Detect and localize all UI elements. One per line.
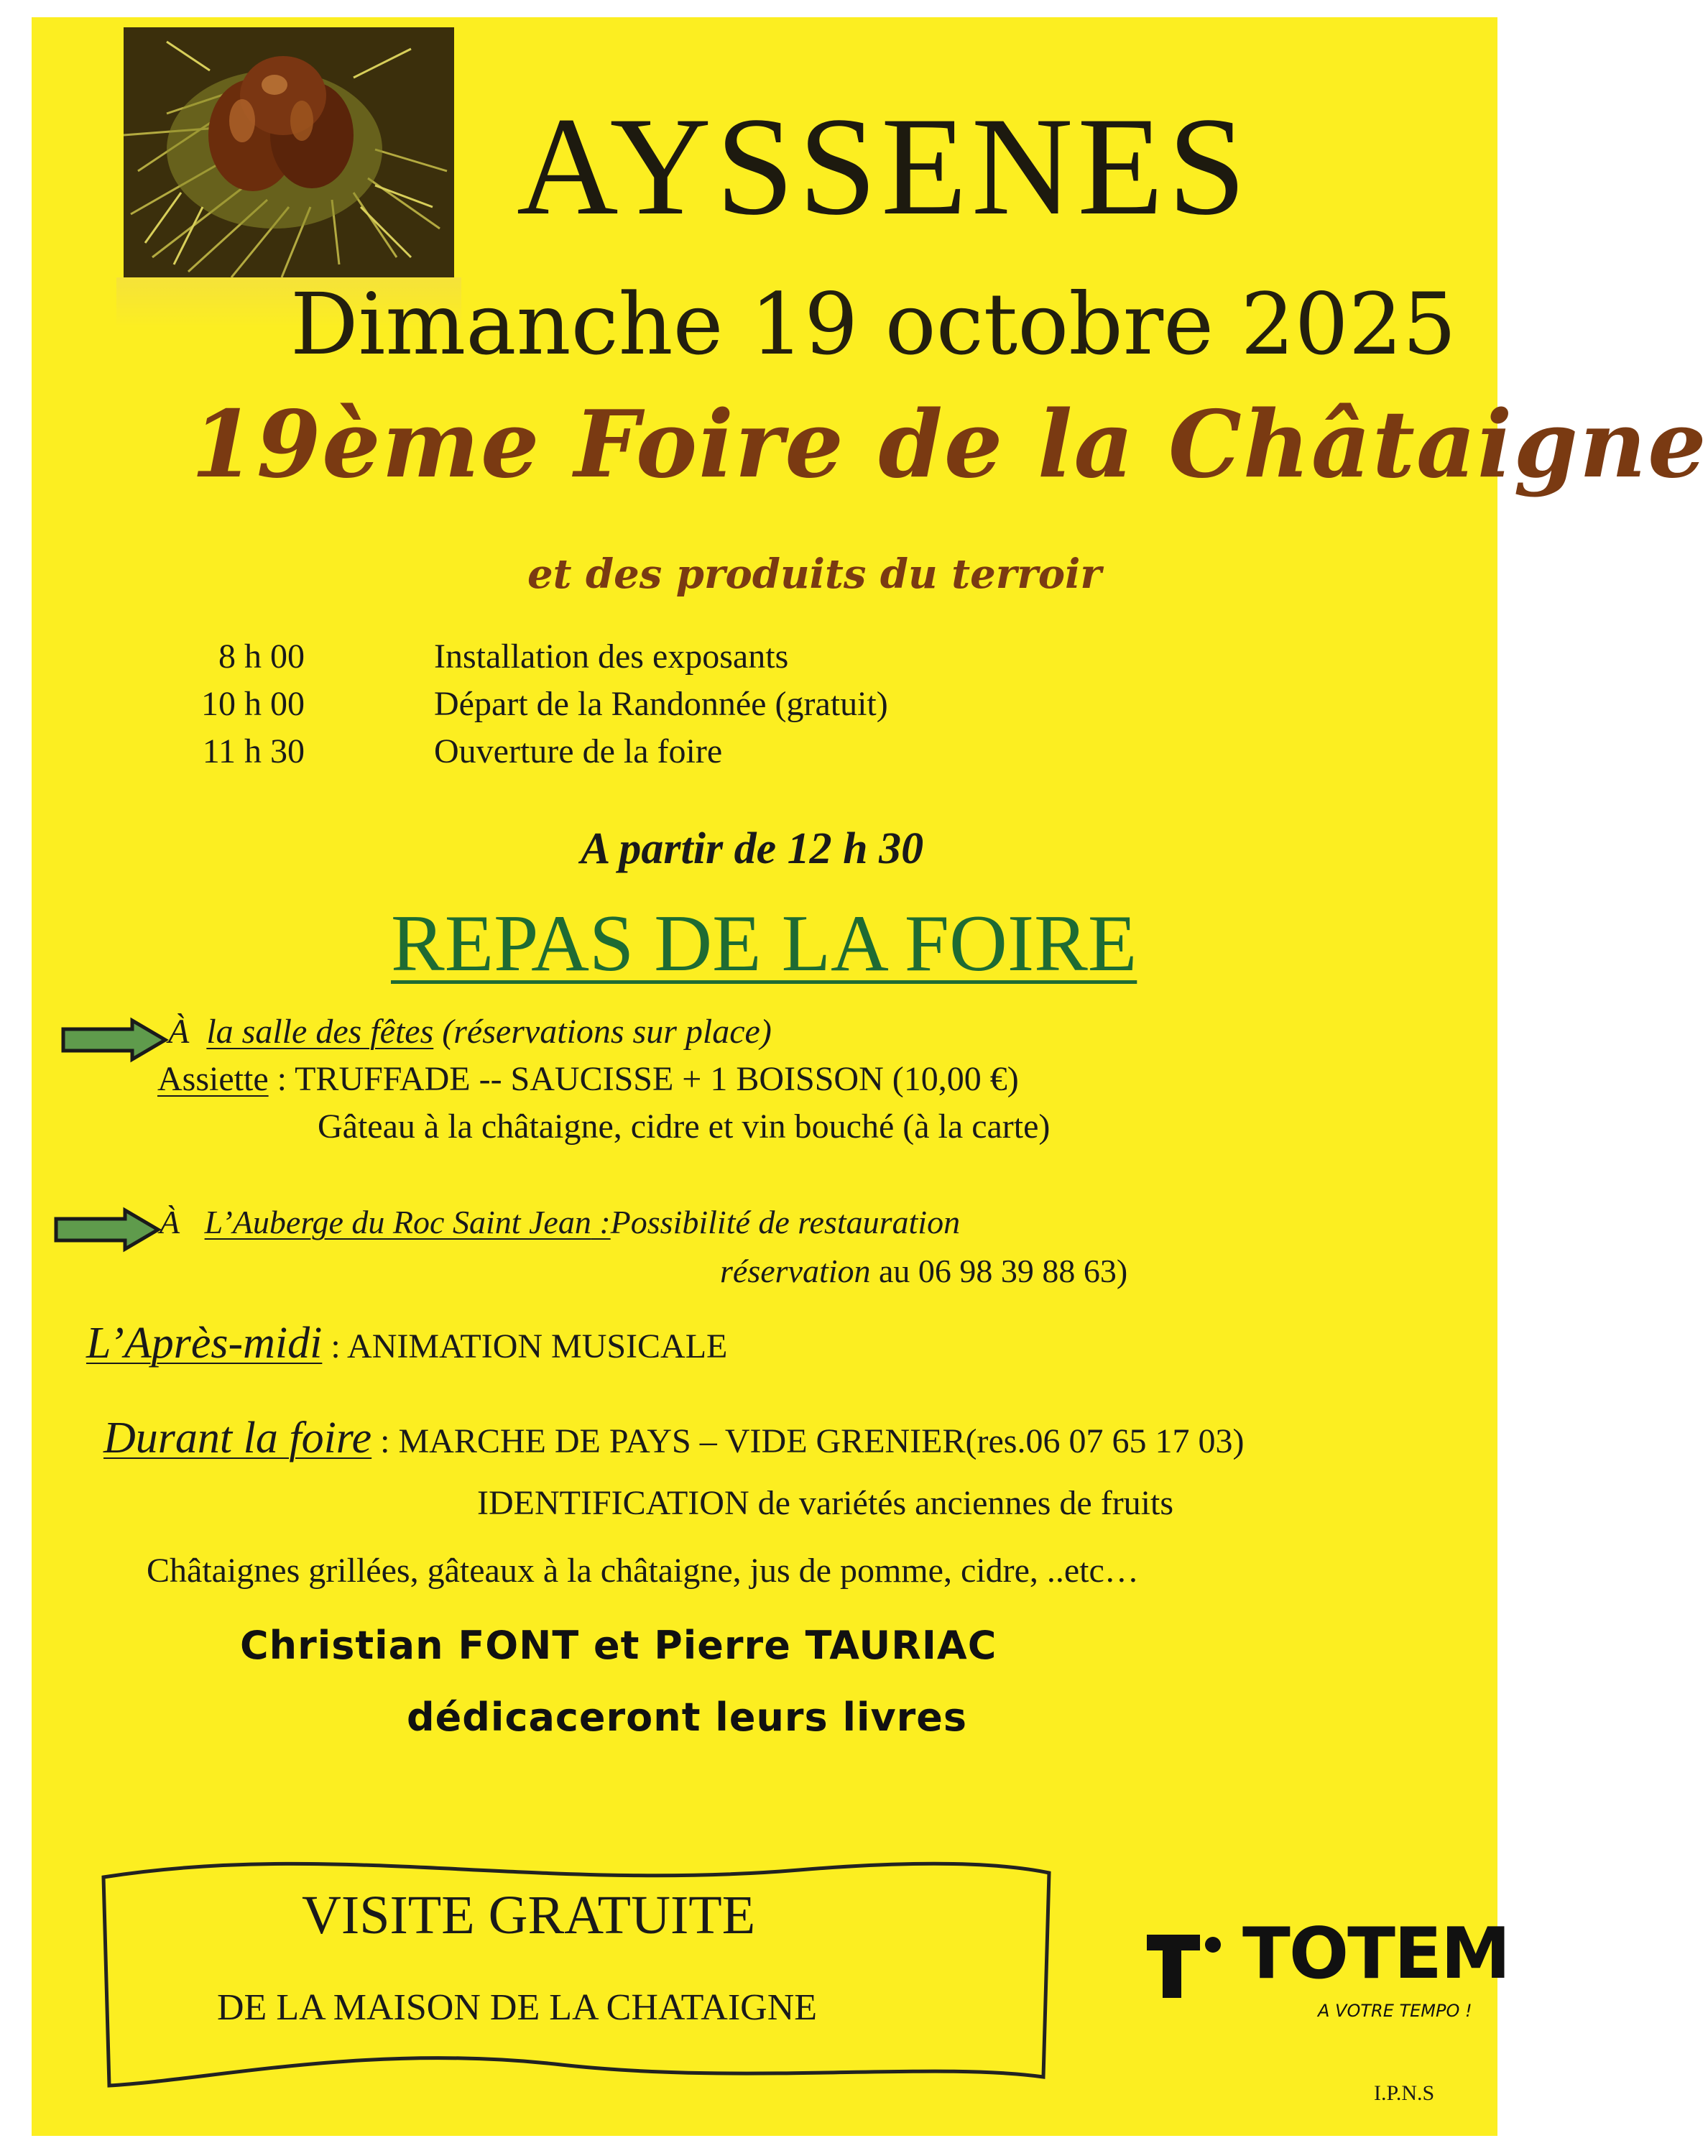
salle-a: À [168,1013,190,1051]
salle-line [168,1012,772,1051]
authors-line: Christian FONT et Pierre TAURIAC [240,1623,997,1668]
totem-logo-icon [1144,1929,1223,2001]
salle-note: (réservations sur place) [433,1013,772,1051]
schedule-label: Installation des exposants [434,637,789,676]
event-title: 19ème Foire de la Châtaigne [191,391,1708,499]
afternoon-label: L’Après-midi [86,1319,323,1368]
banner-title: VISITE GRATUITE [302,1885,756,1945]
salle-extras: Gâteau à la châtaigne, cidre et vin bouché (à la carte) [318,1107,1051,1146]
salle-place: la salle des fêtes [206,1013,434,1051]
reservation-phone: au 06 98 39 88 63) [870,1253,1128,1289]
auberge-a: À [160,1204,180,1240]
during-label: Durant la foire [103,1414,372,1462]
identification-line: IDENTIFICATION de variétés anciennes de fruits [477,1484,1174,1522]
reservation-label: réservation [720,1253,871,1289]
products-line: Châtaignes grillées, gâteaux à la châtaigne, jus de pomme, cidre, ..etc… [147,1552,1139,1590]
auberge-sep: : [591,1204,611,1240]
banner-subtitle: DE LA MAISON DE LA CHATAIGNE [217,1987,818,2028]
schedule-label: Départ de la Randonnée (gratuit) [434,685,888,723]
auberge-place: L’Auberge du Roc Saint Jean [204,1204,591,1240]
event-date: Dimanche 19 octobre 2025 [290,275,1457,374]
assiette-label: Assiette [157,1060,269,1098]
during-line [103,1413,1244,1464]
authors-signing: dédicaceront leurs livres [407,1695,968,1740]
totem-tagline: A VOTRE TEMPO ! [1318,2001,1472,2021]
event-subtitle: et des produits du terroir [527,550,1102,598]
during-text: : MARCHE DE PAYS – VIDE GRENIER(res.06 07 65 17 03) [371,1422,1245,1460]
schedule-time: 8 h 00 [218,637,305,676]
chestnut-photo [124,27,454,277]
schedule-label: Ouverture de la foire [434,732,723,770]
town-title: AYSSENES [517,88,1251,244]
right-arrow-icon [53,1207,161,1252]
schedule-time: 10 h 00 [201,685,305,723]
assiette-line [157,1059,1019,1099]
meal-start-time: A partir de 12 h 30 [581,824,924,873]
afternoon-line [86,1318,727,1369]
afternoon-text: : ANIMATION MUSICALE [322,1327,728,1365]
assiette-text: : TRUFFADE -- SAUCISSE + 1 BOISSON (10,00 €) [268,1060,1019,1098]
auberge-note: Possibilité de restauration [610,1204,961,1240]
auberge-reservation [720,1252,1127,1290]
schedule-time: 11 h 30 [202,732,305,770]
auberge-line [160,1203,960,1241]
ipns-mark: I.P.N.S [1374,2081,1435,2105]
meal-title: REPAS DE LA FOIRE [391,899,1137,988]
totem-logo-text: TOTEM [1242,1913,1510,1995]
right-arrow-icon [60,1018,168,1062]
poster [32,17,1708,2136]
